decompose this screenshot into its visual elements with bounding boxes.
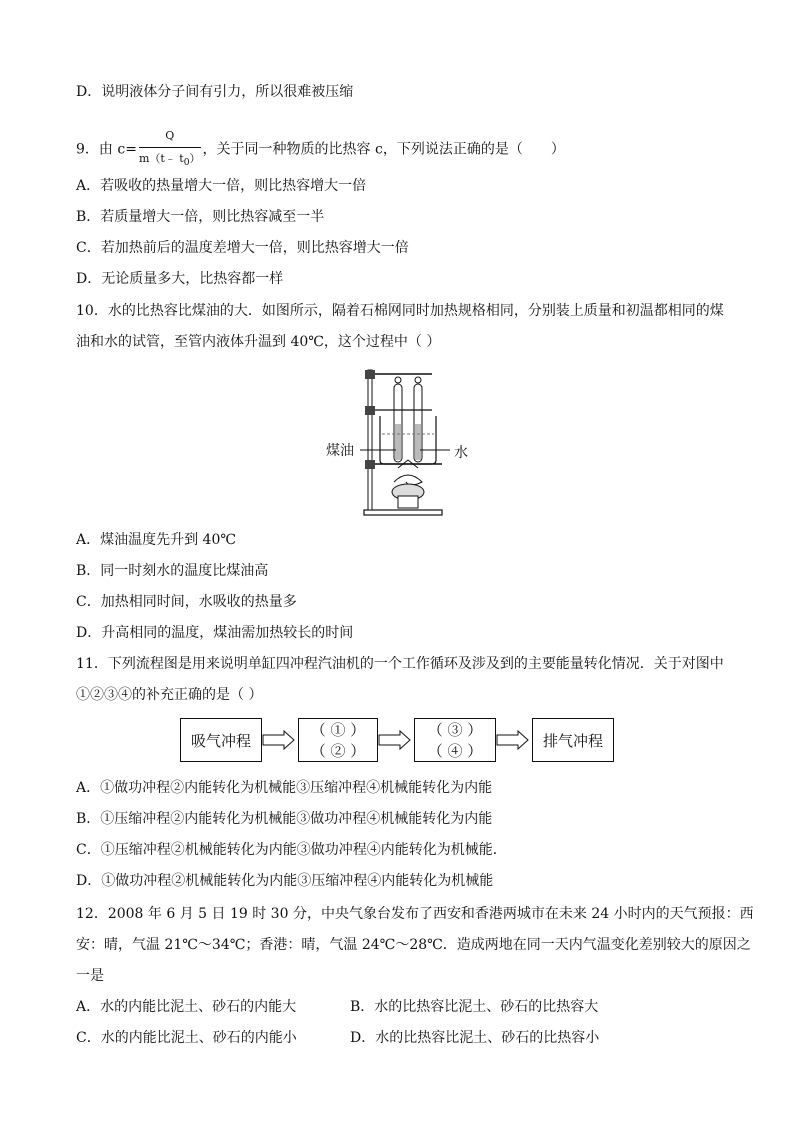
flow-box-intake (180, 718, 262, 762)
q11-option-d: D．①做功冲程②机械能转化为内能③压缩冲程④内能转化为机械能 (76, 873, 494, 889)
flow-blank-3: （ ③ ） (427, 721, 483, 739)
flow-arrow-2 (378, 730, 412, 750)
heating-apparatus-figure (320, 364, 480, 524)
q12-stem-line1: 12．2008 年 6 月 5 日 19 时 30 分，中央气象台发布了西安和香港两城市在未来 24 小时内的天气预报：西 (76, 906, 754, 922)
flow-box-2 (298, 718, 378, 762)
q10-stem-line1: 10．水的比热容比煤油的大．如图所示，隔着石棉网同时加热规格相同，分别装上质量和初温都相同的煤 (76, 303, 724, 319)
q11-option-b: B．①压缩冲程②内能转化为机械能③做功冲程④机械能转化为内能 (76, 811, 493, 827)
q9-option-d: D．无论质量多大，比热容都一样 (76, 271, 284, 287)
q9-option-b: B．若质量增大一倍，则比热容减至一半 (76, 209, 325, 225)
q9-suffix: ，关于同一种物质的比热容 c，下列说法正确的是（ ） (202, 141, 565, 158)
q10-option-c: C．加热相同时间，水吸收的热量多 (76, 594, 297, 610)
water-label: 水 (454, 445, 468, 461)
q11-option-c: C．①压缩冲程②机械能转化为内能③做功冲程④内能转化为机械能． (76, 842, 507, 858)
flow-box-intake-label: 吸气冲程 (190, 731, 251, 750)
q9-option-c: C．若加热前后的温度差增大一倍，则比热容增大一倍 (76, 240, 409, 256)
q9-formula-fraction (139, 126, 201, 173)
q12-option-d: D．水的比热容比泥土、砂石的比热容小 (350, 1030, 600, 1046)
q9-numerator: Q (139, 126, 201, 148)
q10-option-b: B．同一时刻水的温度比煤油高 (76, 563, 269, 579)
flow-box-exhaust-label: 排气冲程 (542, 731, 603, 750)
q12-stem-line3: 一是 (76, 968, 104, 984)
flow-box-3 (414, 718, 496, 762)
flow-blank-4: （ ④ ） (427, 742, 483, 760)
q12-option-b: B．水的比热容比泥土、砂石的比热容大 (350, 999, 599, 1015)
flow-arrow-1 (262, 730, 296, 750)
kerosene-label: 煤油 (326, 443, 354, 459)
q10-option-d: D．升高相同的温度，煤油需加热较长的时间 (76, 625, 354, 641)
q10-option-a: A．煤油温度先升到 40℃ (76, 532, 237, 548)
flow-arrow-3 (496, 730, 530, 750)
q12-option-c: C．水的内能比泥土、砂石的内能小 (76, 1030, 297, 1046)
q12-option-a: A．水的内能比泥土、砂石的内能大 (76, 999, 297, 1015)
q10-stem-line2: 油和水的试管，至管内液体升温到 40℃，这个过程中（ ） (76, 334, 441, 350)
q11-stem-line1: 11．下列流程图是用来说明单缸四冲程汽油机的一个工作循环及涉及到的主要能量转化情况．关于对图中 (76, 656, 724, 672)
flow-blank-1: （ ① ） (310, 721, 366, 739)
flow-blank-2: （ ② ） (310, 742, 366, 760)
q9-prefix: 9．由 c= (76, 141, 137, 158)
q9-option-a: A．若吸收的热量增大一倍，则比热容增大一倍 (76, 178, 367, 194)
q9-stem (76, 126, 565, 173)
q8-option-d: D．说明液体分子间有引力，所以很难被压缩 (76, 84, 354, 100)
q9-denominator: m（t﹣ $t_0$） (138, 152, 201, 169)
q11-option-a: A．①做功冲程②内能转化为机械能③压缩冲程④机械能转化为内能 (76, 780, 493, 796)
q12-stem-line2: 安：晴，气温 21℃～34℃；香港：晴，气温 24℃～28℃．造成两地在同一天内气温变化差别较大的原因之 (76, 937, 751, 953)
q11-stem-line2: ①②③④的补充正确的是（ ） (76, 687, 263, 703)
flow-box-exhaust (532, 718, 614, 762)
